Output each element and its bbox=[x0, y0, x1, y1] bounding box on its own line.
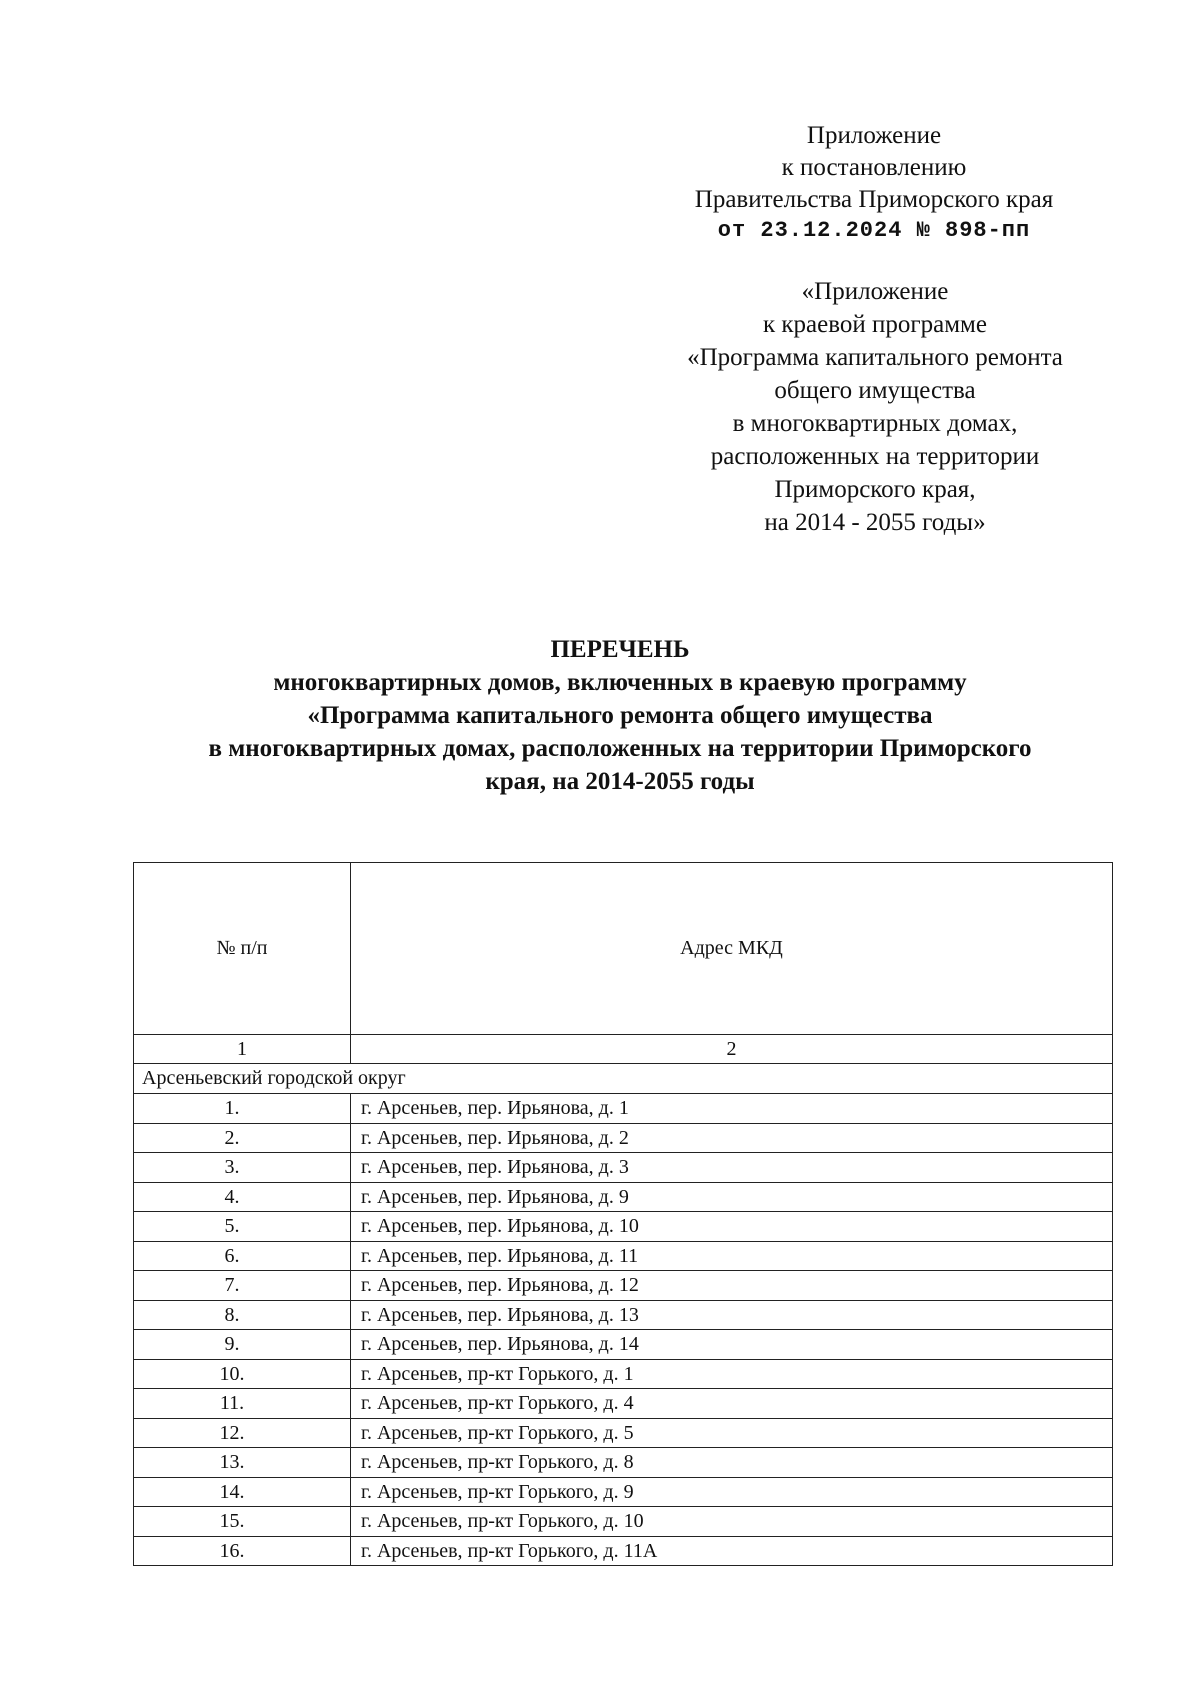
row-address: г. Арсеньев, пер. Ирьянова, д. 13 bbox=[351, 1300, 1113, 1330]
row-number: 3. bbox=[134, 1153, 351, 1183]
title-line-2: многоквартирных домов, включенных в краевую программу bbox=[273, 669, 967, 696]
row-number: 7. bbox=[134, 1271, 351, 1301]
row-number: 4. bbox=[134, 1182, 351, 1212]
table-row bbox=[134, 1448, 1113, 1478]
row-address: г. Арсеньев, пр-кт Горького, д. 10 bbox=[351, 1507, 1113, 1537]
row-address: г. Арсеньев, пер. Ирьянова, д. 9 bbox=[351, 1182, 1113, 1212]
row-address: г. Арсеньев, пр-кт Горького, д. 9 bbox=[351, 1477, 1113, 1507]
table-row bbox=[134, 1359, 1113, 1389]
row-number: 11. bbox=[134, 1389, 351, 1419]
table-row bbox=[134, 1271, 1113, 1301]
row-number: 15. bbox=[134, 1507, 351, 1537]
column-number-2: 2 bbox=[351, 1035, 1113, 1064]
table-row bbox=[134, 1123, 1113, 1153]
header-number: № п/п bbox=[134, 863, 351, 1035]
title-line-3: «Программа капитального ремонта общего имущества bbox=[307, 702, 933, 729]
column-number-1: 1 bbox=[134, 1035, 351, 1064]
program-appendix-line-2: к краевой программе bbox=[763, 311, 987, 338]
row-number: 12. bbox=[134, 1418, 351, 1448]
appendix-header bbox=[644, 120, 1104, 247]
title-line-1: ПЕРЕЧЕНЬ bbox=[550, 636, 690, 663]
row-number: 9. bbox=[134, 1330, 351, 1360]
table-row bbox=[134, 1536, 1113, 1566]
row-address: г. Арсеньев, пр-кт Горького, д. 5 bbox=[351, 1418, 1113, 1448]
appendix-line-3: Правительства Приморского края bbox=[694, 186, 1054, 213]
table-row bbox=[134, 1182, 1113, 1212]
table-row bbox=[134, 1212, 1113, 1242]
row-number: 14. bbox=[134, 1477, 351, 1507]
registration-stamp: от 23.12.2024 № 898-пп bbox=[717, 218, 1031, 243]
row-address: г. Арсеньев, пр-кт Горького, д. 1 bbox=[351, 1359, 1113, 1389]
table-row bbox=[134, 1389, 1113, 1419]
row-number: 1. bbox=[134, 1094, 351, 1124]
appendix-line-1: Приложение bbox=[806, 122, 942, 149]
program-appendix-line-3: «Программа капитального ремонта bbox=[687, 344, 1063, 371]
title-line-5: края, на 2014-2055 годы bbox=[485, 768, 755, 795]
title-line-4: в многоквартирных домах, расположенных на территории Приморского bbox=[208, 735, 1032, 762]
program-appendix-line-6: расположенных на территории bbox=[710, 443, 1040, 470]
program-appendix-line-8: на 2014 - 2055 годы» bbox=[764, 509, 986, 536]
row-address: г. Арсеньев, пр-кт Горького, д. 8 bbox=[351, 1448, 1113, 1478]
table-header-row bbox=[134, 863, 1113, 1035]
buildings-table bbox=[133, 862, 1113, 1566]
table-row bbox=[134, 1330, 1113, 1360]
row-address: г. Арсеньев, пер. Ирьянова, д. 2 bbox=[351, 1123, 1113, 1153]
row-address: г. Арсеньев, пер. Ирьянова, д. 12 bbox=[351, 1271, 1113, 1301]
header-address: Адрес МКД bbox=[351, 863, 1113, 1035]
row-number: 8. bbox=[134, 1300, 351, 1330]
row-address: г. Арсеньев, пр-кт Горького, д. 4 bbox=[351, 1389, 1113, 1419]
row-address: г. Арсеньев, пер. Ирьянова, д. 3 bbox=[351, 1153, 1113, 1183]
group-row bbox=[134, 1064, 1113, 1094]
row-address: г. Арсеньев, пер. Ирьянова, д. 11 bbox=[351, 1241, 1113, 1271]
program-appendix-line-4: общего имущества bbox=[774, 377, 976, 404]
row-number: 13. bbox=[134, 1448, 351, 1478]
row-address: г. Арсеньев, пер. Ирьянова, д. 1 bbox=[351, 1094, 1113, 1124]
program-appendix-header bbox=[640, 275, 1110, 539]
document-title bbox=[140, 633, 1100, 798]
table-row bbox=[134, 1094, 1113, 1124]
table-row bbox=[134, 1241, 1113, 1271]
row-number: 16. bbox=[134, 1536, 351, 1566]
row-address: г. Арсеньев, пер. Ирьянова, д. 14 bbox=[351, 1330, 1113, 1360]
row-number: 10. bbox=[134, 1359, 351, 1389]
table-row bbox=[134, 1300, 1113, 1330]
column-number-row bbox=[134, 1035, 1113, 1064]
row-number: 6. bbox=[134, 1241, 351, 1271]
program-appendix-line-7: Приморского края, bbox=[774, 476, 976, 503]
row-address: г. Арсеньев, пер. Ирьянова, д. 10 bbox=[351, 1212, 1113, 1242]
appendix-line-2: к постановлению bbox=[781, 154, 967, 181]
table-row bbox=[134, 1153, 1113, 1183]
row-number: 5. bbox=[134, 1212, 351, 1242]
program-appendix-line-5: в многоквартирных домах, bbox=[732, 410, 1018, 437]
row-number: 2. bbox=[134, 1123, 351, 1153]
program-appendix-line-1: «Приложение bbox=[801, 278, 949, 305]
table-row bbox=[134, 1418, 1113, 1448]
table-row bbox=[134, 1477, 1113, 1507]
group-label: Арсеньевский городской округ bbox=[134, 1064, 1113, 1094]
row-address: г. Арсеньев, пр-кт Горького, д. 11А bbox=[351, 1536, 1113, 1566]
table-row bbox=[134, 1507, 1113, 1537]
